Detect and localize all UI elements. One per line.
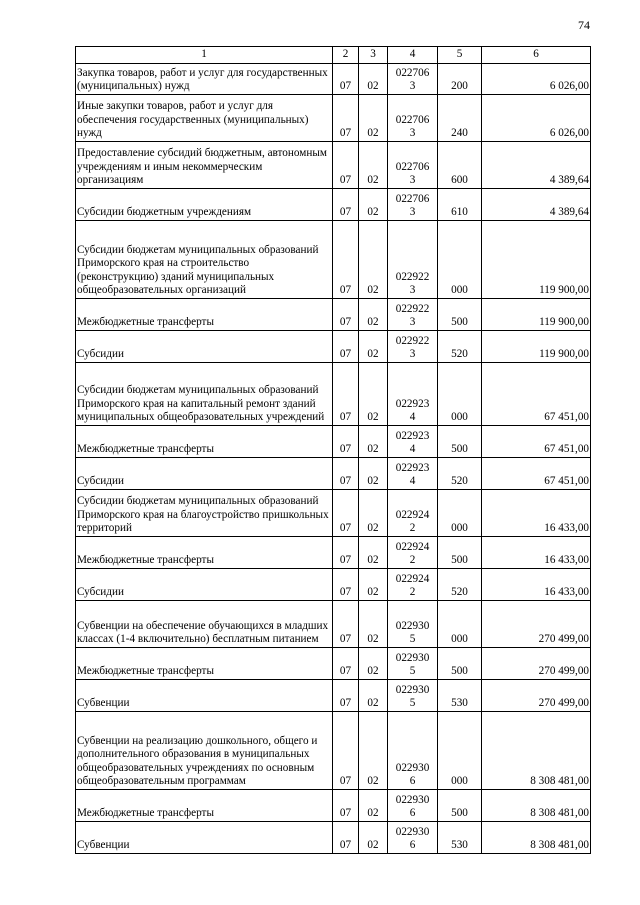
target-article-code-part2: 2: [409, 554, 416, 567]
target-article-code-part2: 3: [409, 127, 416, 140]
table-row: [76, 331, 591, 363]
row-name-cell: Субсидии бюджетам муниципальных образований Приморского края на капитальный ремонт зданий муниципальных общеобразовательных учреждений: [76, 363, 333, 426]
target-article-code-part1: 022923: [395, 397, 430, 410]
row-section-cell: 07: [333, 537, 359, 569]
table-row: [76, 537, 591, 569]
table-row: [76, 648, 591, 680]
row-target-article-cell: [388, 363, 438, 426]
target-article-code-part1: 022922: [395, 334, 430, 347]
row-subsection-cell: 02: [359, 648, 388, 680]
row-name-cell: Субсидии бюджетным учреждениям: [76, 189, 333, 221]
row-subsection-cell: 02: [359, 189, 388, 221]
row-expense-type-cell: 200: [438, 64, 482, 95]
row-section-cell: 07: [333, 680, 359, 712]
row-section-cell: 07: [333, 712, 359, 790]
row-section-cell: 07: [333, 64, 359, 95]
target-article-code-part1: 022706: [395, 192, 430, 205]
table-header-row: [76, 47, 591, 64]
row-name-cell: Предоставление субсидий бюджетным, автономным учреждениям и иным некоммерческим организациям: [76, 142, 333, 189]
row-name-cell: Субсидии: [76, 458, 333, 490]
row-name-cell: Субвенции на обеспечение обучающихся в младших классах (1-4 включительно) бесплатным питанием: [76, 601, 333, 648]
row-expense-type-cell: 500: [438, 537, 482, 569]
row-expense-type-cell: 530: [438, 680, 482, 712]
row-amount-cell: 4 389,64: [482, 189, 591, 221]
target-article-code-part2: 5: [409, 633, 416, 646]
row-section-cell: 07: [333, 569, 359, 601]
target-article-code-part2: 3: [409, 284, 416, 297]
row-expense-type-cell: 610: [438, 189, 482, 221]
target-article-code-part2: 4: [409, 411, 416, 424]
table-row: [76, 426, 591, 458]
row-section-cell: 07: [333, 142, 359, 189]
row-amount-cell: 6 026,00: [482, 64, 591, 95]
row-target-article-cell: [388, 331, 438, 363]
row-subsection-cell: 02: [359, 331, 388, 363]
row-target-article-cell: [388, 95, 438, 142]
target-article-code-part1: 022922: [395, 302, 430, 315]
row-subsection-cell: 02: [359, 569, 388, 601]
row-amount-cell: 8 308 481,00: [482, 822, 591, 854]
row-expense-type-cell: 000: [438, 490, 482, 537]
row-amount-cell: 67 451,00: [482, 363, 591, 426]
row-amount-cell: 16 433,00: [482, 490, 591, 537]
target-article-code-part2: 3: [409, 316, 416, 329]
row-name-cell: Иные закупки товаров, работ и услуг для обеспечения государственных (муниципальных) нужд: [76, 95, 333, 142]
target-article-code-part2: 3: [409, 174, 416, 187]
row-section-cell: 07: [333, 331, 359, 363]
header-cell-subsection: 3: [359, 47, 388, 64]
row-target-article-cell: [388, 142, 438, 189]
row-amount-cell: 270 499,00: [482, 680, 591, 712]
row-name-cell: Межбюджетные трансферты: [76, 790, 333, 822]
row-section-cell: 07: [333, 490, 359, 537]
row-name-cell: Субвенции: [76, 680, 333, 712]
row-amount-cell: 119 900,00: [482, 331, 591, 363]
target-article-code-part2: 2: [409, 522, 416, 535]
row-expense-type-cell: 000: [438, 712, 482, 790]
row-amount-cell: 119 900,00: [482, 299, 591, 331]
row-expense-type-cell: 000: [438, 363, 482, 426]
row-target-article-cell: [388, 64, 438, 95]
row-section-cell: 07: [333, 426, 359, 458]
target-article-code-part1: 022924: [395, 508, 430, 521]
row-expense-type-cell: 500: [438, 790, 482, 822]
row-expense-type-cell: 000: [438, 601, 482, 648]
row-amount-cell: 270 499,00: [482, 601, 591, 648]
target-article-code-part2: 4: [409, 475, 416, 488]
header-cell-target-article: 4: [388, 47, 438, 64]
row-name-cell: Межбюджетные трансферты: [76, 537, 333, 569]
row-target-article-cell: [388, 712, 438, 790]
row-amount-cell: 8 308 481,00: [482, 712, 591, 790]
table-row: [76, 221, 591, 299]
table-row: [76, 363, 591, 426]
row-amount-cell: 119 900,00: [482, 221, 591, 299]
row-name-cell: Субсидии: [76, 331, 333, 363]
table-row: [76, 569, 591, 601]
row-target-article-cell: [388, 537, 438, 569]
target-article-code-part1: 022924: [395, 540, 430, 553]
row-section-cell: 07: [333, 189, 359, 221]
row-section-cell: 07: [333, 790, 359, 822]
row-section-cell: 07: [333, 648, 359, 680]
row-expense-type-cell: 520: [438, 458, 482, 490]
target-article-code-part2: 6: [409, 807, 416, 820]
row-name-cell: Субсидии бюджетам муниципальных образований Приморского края на строительство (реконструкцию) зданий муниципальных общеобразовательных организаций: [76, 221, 333, 299]
target-article-code-part2: 4: [409, 443, 416, 456]
row-name-cell: Межбюджетные трансферты: [76, 299, 333, 331]
row-subsection-cell: 02: [359, 712, 388, 790]
table-row: [76, 299, 591, 331]
target-article-code-part1: 022924: [395, 572, 430, 585]
row-expense-type-cell: 500: [438, 648, 482, 680]
row-subsection-cell: 02: [359, 458, 388, 490]
target-article-code-part2: 3: [409, 348, 416, 361]
table-row: [76, 822, 591, 854]
header-cell-amount: 6: [482, 47, 591, 64]
row-target-article-cell: [388, 426, 438, 458]
row-name-cell: Закупка товаров, работ и услуг для государственных (муниципальных) нужд: [76, 64, 333, 95]
target-article-code-part2: 5: [409, 665, 416, 678]
target-article-code-part2: 3: [409, 206, 416, 219]
row-expense-type-cell: 520: [438, 331, 482, 363]
row-subsection-cell: 02: [359, 537, 388, 569]
header-cell-section: 2: [333, 47, 359, 64]
row-section-cell: 07: [333, 221, 359, 299]
budget-table: [75, 46, 591, 854]
target-article-code-part1: 022930: [395, 683, 430, 696]
target-article-code-part2: 3: [409, 80, 416, 93]
target-article-code-part2: 6: [409, 775, 416, 788]
page-number: 74: [578, 18, 590, 32]
table-row: [76, 95, 591, 142]
target-article-code-part1: 022706: [395, 113, 430, 126]
target-article-code-part2: 6: [409, 839, 416, 852]
row-subsection-cell: 02: [359, 142, 388, 189]
row-section-cell: 07: [333, 95, 359, 142]
row-amount-cell: 67 451,00: [482, 426, 591, 458]
row-amount-cell: 67 451,00: [482, 458, 591, 490]
row-amount-cell: 4 389,64: [482, 142, 591, 189]
row-section-cell: 07: [333, 299, 359, 331]
table-row: [76, 601, 591, 648]
table-row: [76, 142, 591, 189]
row-subsection-cell: 02: [359, 64, 388, 95]
row-subsection-cell: 02: [359, 490, 388, 537]
target-article-code-part2: 2: [409, 586, 416, 599]
table-row: [76, 680, 591, 712]
row-amount-cell: 16 433,00: [482, 537, 591, 569]
row-target-article-cell: [388, 601, 438, 648]
header-cell-expense-type: 5: [438, 47, 482, 64]
row-name-cell: Субвенции на реализацию дошкольного, общего и дополнительного образования в муниципальных общеобразовательных учреждениях по основным общеобразовательным программам: [76, 712, 333, 790]
row-amount-cell: 8 308 481,00: [482, 790, 591, 822]
row-subsection-cell: 02: [359, 426, 388, 458]
row-expense-type-cell: 520: [438, 569, 482, 601]
table-row: [76, 189, 591, 221]
row-target-article-cell: [388, 458, 438, 490]
row-expense-type-cell: 000: [438, 221, 482, 299]
target-article-code-part1: 022922: [395, 270, 430, 283]
target-article-code-part1: 022930: [395, 761, 430, 774]
row-name-cell: Субвенции: [76, 822, 333, 854]
row-subsection-cell: 02: [359, 790, 388, 822]
table-row: [76, 64, 591, 95]
row-subsection-cell: 02: [359, 95, 388, 142]
row-expense-type-cell: 500: [438, 426, 482, 458]
row-target-article-cell: [388, 680, 438, 712]
row-target-article-cell: [388, 569, 438, 601]
table-row: [76, 490, 591, 537]
row-target-article-cell: [388, 189, 438, 221]
row-expense-type-cell: 500: [438, 299, 482, 331]
table-row: [76, 790, 591, 822]
row-subsection-cell: 02: [359, 680, 388, 712]
row-expense-type-cell: 240: [438, 95, 482, 142]
row-target-article-cell: [388, 822, 438, 854]
row-amount-cell: 270 499,00: [482, 648, 591, 680]
target-article-code-part1: 022930: [395, 651, 430, 664]
row-subsection-cell: 02: [359, 363, 388, 426]
table-row: [76, 712, 591, 790]
row-name-cell: Межбюджетные трансферты: [76, 426, 333, 458]
row-target-article-cell: [388, 221, 438, 299]
row-target-article-cell: [388, 299, 438, 331]
row-target-article-cell: [388, 648, 438, 680]
table-row: [76, 458, 591, 490]
target-article-code-part1: 022923: [395, 461, 430, 474]
target-article-code-part2: 5: [409, 697, 416, 710]
row-subsection-cell: 02: [359, 601, 388, 648]
table-body: [76, 47, 591, 854]
row-section-cell: 07: [333, 601, 359, 648]
row-amount-cell: 6 026,00: [482, 95, 591, 142]
row-subsection-cell: 02: [359, 822, 388, 854]
target-article-code-part1: 022923: [395, 429, 430, 442]
target-article-code-part1: 022930: [395, 619, 430, 632]
row-section-cell: 07: [333, 458, 359, 490]
row-section-cell: 07: [333, 363, 359, 426]
row-subsection-cell: 02: [359, 221, 388, 299]
row-target-article-cell: [388, 790, 438, 822]
target-article-code-part1: 022706: [395, 66, 430, 79]
target-article-code-part1: 022930: [395, 825, 430, 838]
row-name-cell: Субсидии: [76, 569, 333, 601]
target-article-code-part1: 022706: [395, 160, 430, 173]
row-expense-type-cell: 600: [438, 142, 482, 189]
row-amount-cell: 16 433,00: [482, 569, 591, 601]
row-expense-type-cell: 530: [438, 822, 482, 854]
row-target-article-cell: [388, 490, 438, 537]
target-article-code-part1: 022930: [395, 793, 430, 806]
header-cell-name: 1: [76, 47, 333, 64]
row-name-cell: Межбюджетные трансферты: [76, 648, 333, 680]
row-subsection-cell: 02: [359, 299, 388, 331]
row-name-cell: Субсидии бюджетам муниципальных образований Приморского края на благоустройство пришкольных территорий: [76, 490, 333, 537]
row-section-cell: 07: [333, 822, 359, 854]
